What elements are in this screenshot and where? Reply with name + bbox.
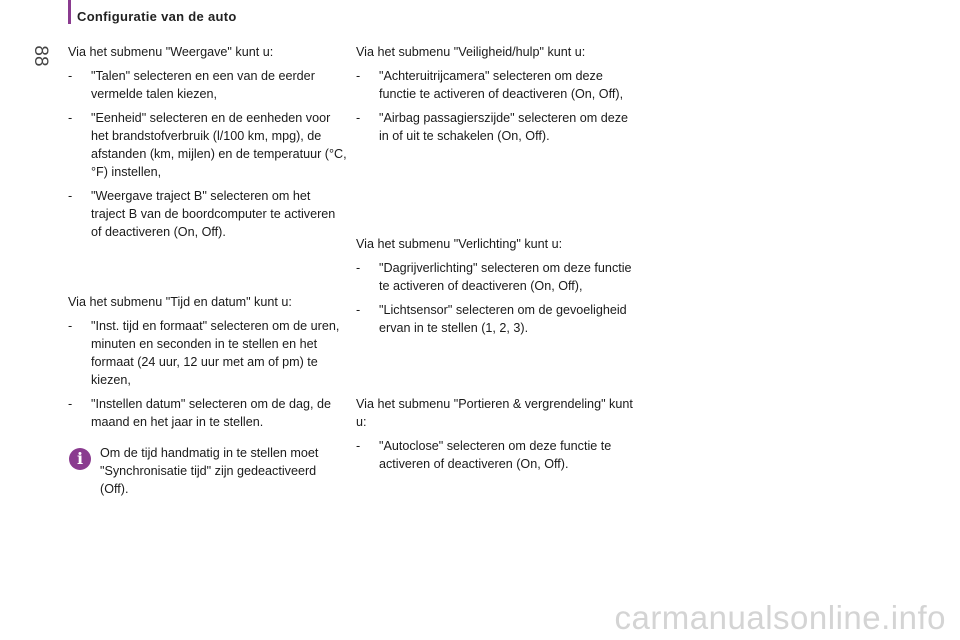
info-text: Om de tijd handmatig in te stellen moet "Synchronisatie tijd" zijn gedeactiveerd (Off). <box>100 446 319 496</box>
bullet-dash: - <box>68 69 73 83</box>
list-item <box>356 437 636 473</box>
list-item-text: "Eenheid" selecteren en de eenheden voor het brandstofverbruik (l/100 km, mpg), de afstanden (km, mijlen) en de temperatuur (°C, °F) instellen, <box>91 111 347 179</box>
section-weergave <box>68 43 348 247</box>
list-item-text: "Autoclose" selecteren om deze functie te activeren of deactiveren (On, Off). <box>379 439 612 471</box>
section-portieren-vergrendeling <box>356 395 636 479</box>
bullet-dash: - <box>356 439 361 453</box>
item-list <box>68 317 348 431</box>
list-item <box>68 109 348 181</box>
list-item <box>356 109 636 145</box>
list-item-text: "Weergave traject B" selecteren om het traject B van de boordcomputer te activeren of deactiveren (On, Off). <box>91 189 336 239</box>
list-item-text: "Achteruitrijcamera" selecteren om deze functie te activeren of deactiveren (On, Off), <box>379 69 624 101</box>
section-tijd-en-datum <box>68 293 348 437</box>
info-icon: i <box>69 448 91 470</box>
bullet-dash: - <box>356 111 361 125</box>
bullet-dash: - <box>68 189 73 203</box>
list-item <box>356 259 636 295</box>
list-item <box>68 187 348 241</box>
item-list <box>356 437 636 473</box>
item-list <box>356 259 636 337</box>
header-accent-bar <box>68 0 71 24</box>
list-item <box>68 395 348 431</box>
section-intro: Via het submenu "Tijd en datum" kunt u: <box>68 295 292 309</box>
bullet-dash: - <box>356 303 361 317</box>
section-intro: Via het submenu "Weergave" kunt u: <box>68 45 274 59</box>
bullet-dash: - <box>68 397 73 411</box>
bullet-dash: - <box>356 261 361 275</box>
list-item-text: "Inst. tijd en formaat" selecteren om de uren, minuten en seconden in te stellen en het formaat (24 uur, 12 uur met am of pm) te kiezen, <box>91 319 340 387</box>
bullet-dash: - <box>68 111 73 125</box>
item-list <box>356 67 636 145</box>
section-verlichting <box>356 235 636 343</box>
bullet-dash: - <box>68 319 73 333</box>
list-item-text: "Instellen datum" selecteren om de dag, de maand en het jaar in te stellen. <box>91 397 331 429</box>
watermark: carmanualsonline.info <box>614 599 946 636</box>
item-list <box>68 67 348 241</box>
list-item <box>68 67 348 103</box>
list-item <box>356 67 636 103</box>
page-number: 88 <box>30 45 51 67</box>
list-item-text: "Dagrijverlichting" selecteren om deze functie te activeren of deactiveren (On, Off), <box>379 261 632 293</box>
list-item-text: "Lichtsensor" selecteren om de gevoeligheid ervan in te stellen (1, 2, 3). <box>379 303 627 335</box>
list-item <box>356 301 636 337</box>
bullet-dash: - <box>356 69 361 83</box>
section-intro: Via het submenu "Veiligheid/hulp" kunt u: <box>356 45 586 59</box>
section-intro: Via het submenu "Verlichting" kunt u: <box>356 237 563 251</box>
section-intro: Via het submenu "Portieren & vergrendeling" kunt u: <box>356 397 633 429</box>
page-title: Configuratie van de auto <box>77 9 237 24</box>
list-item <box>68 317 348 389</box>
list-item-text: "Airbag passagierszijde" selecteren om deze in of uit te schakelen (On, Off). <box>379 111 629 143</box>
section-veiligheid-hulp <box>356 43 636 151</box>
list-item-text: "Talen" selecteren en een van de eerder vermelde talen kiezen, <box>91 69 315 101</box>
